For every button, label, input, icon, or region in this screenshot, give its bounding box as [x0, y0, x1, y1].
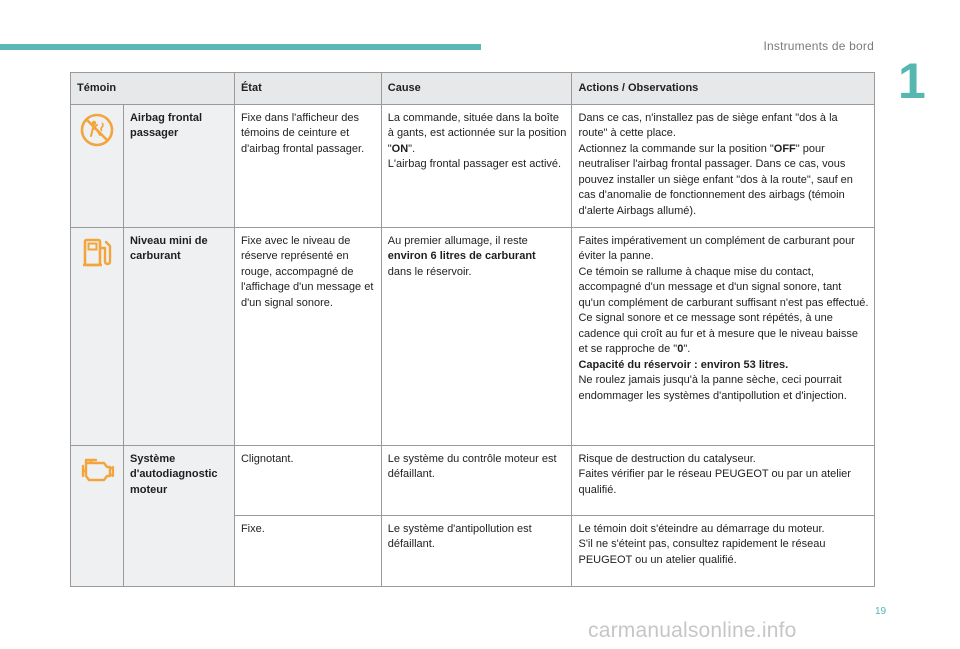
- cause-text: La commande, située dans la boîte à gants, est actionnée sur la position ": [387, 111, 567, 155]
- actions-cell: [572, 104, 875, 227]
- tank-capacity-text: Capacité du réservoir : environ 53 litres.: [578, 358, 789, 371]
- actions-bold-text: OFF: [773, 142, 796, 155]
- fuel-pump-icon: [80, 234, 114, 272]
- state-cell: Fixe dans l'afficheur des témoins de ceinture et d'airbag frontal passager.: [234, 104, 381, 227]
- state-cell: Clignotant.: [234, 445, 381, 515]
- icon-cell: [71, 445, 124, 586]
- actions-cell: [572, 515, 875, 586]
- cause-cell: [381, 104, 572, 227]
- actions-text: Faites vérifier par le réseau PEUGEOT ou par un atelier qualifié.: [578, 468, 851, 496]
- cause-text: Au premier allumage, il reste: [387, 234, 528, 247]
- cause-bold-text: environ 6 litres de carburant: [387, 250, 536, 262]
- actions-text: Faites impérativement un complément de carburant pour éviter la panne.: [578, 234, 855, 262]
- header-etat: État: [234, 73, 381, 105]
- state-cell: Fixe avec le niveau de réserve représenté en rouge, accompagné de l'affichage d'un message et d'un signal sonore.: [234, 227, 381, 445]
- icon-cell: [71, 104, 124, 227]
- airbag-off-icon: [78, 111, 116, 149]
- cause-text: L'airbag frontal passager est activé.: [387, 158, 562, 170]
- table-row: [71, 227, 875, 445]
- actions-text: S'il ne s'éteint pas, consultez rapidement le réseau PEUGEOT ou un atelier qualifié.: [578, 538, 826, 566]
- actions-text: Actionnez la commande sur la position ": [578, 142, 774, 155]
- cause-cell: [381, 227, 572, 445]
- page-number: 19: [875, 606, 887, 617]
- actions-text: Ce signal sonore et ce message sont répétés, à une cadence qui croît au fur et à mesure que le niveau baisse et se rapproche de ": [578, 312, 858, 355]
- icon-cell: [71, 227, 124, 445]
- actions-cell: [572, 227, 875, 445]
- watermark: carmanualsonline.info: [588, 619, 797, 642]
- section-title: Instruments de bord: [763, 39, 874, 53]
- chapter-number: 1: [898, 53, 926, 109]
- state-cell: Fixe.: [234, 515, 381, 586]
- warning-name: Niveau mini de carburant: [123, 227, 234, 445]
- actions-text: Dans ce cas, n'installez pas de siège enfant "dos à la route" à cette place.: [578, 111, 838, 139]
- actions-cell: [572, 445, 875, 515]
- actions-text: Le témoin doit s'éteindre au démarrage du moteur.: [578, 522, 825, 535]
- cause-cell: Le système du contrôle moteur est défaillant.: [381, 445, 572, 515]
- header-cause: Cause: [381, 73, 572, 105]
- actions-text: " pour neutraliser l'airbag frontal passager. Dans ce cas, vous pouvez installer un siège enfant "dos à la route", sauf en cas d'anomalie de fonctionnement des airbags (témoin d'alerte Airbags allumé).: [578, 142, 853, 217]
- warning-name: Système d'autodiagnostic moteur: [123, 445, 234, 586]
- actions-text: Ne roulez jamais jusqu'à la panne sèche, ceci pourrait endommager les systèmes d'antipollution et d'injection.: [578, 374, 847, 402]
- cause-cell: Le système d'antipollution est défaillant.: [381, 515, 572, 586]
- header-accent-bar: [0, 44, 481, 50]
- header-actions: Actions / Observations: [572, 73, 875, 105]
- actions-text: Ce témoin se rallume à chaque mise du contact, accompagné d'un message et d'un signal sonore, tant qu'un complément de carburant suffisant n'est pas effectué.: [578, 265, 869, 309]
- actions-text: Risque de destruction du catalyseur.: [578, 452, 756, 465]
- table-header-row: [71, 73, 875, 105]
- cause-text: ".: [408, 142, 416, 155]
- warning-lights-table: [70, 72, 875, 587]
- actions-text: ".: [683, 343, 691, 355]
- warning-name: Airbag frontal passager: [123, 104, 234, 227]
- header-temoin: Témoin: [71, 73, 235, 105]
- table-row: [71, 445, 875, 515]
- engine-icon: [77, 452, 117, 486]
- cause-text: dans le réservoir.: [387, 265, 472, 278]
- cause-bold-text: ON: [391, 142, 409, 155]
- actions-bold-text: 0: [677, 343, 684, 355]
- table-row: [71, 104, 875, 227]
